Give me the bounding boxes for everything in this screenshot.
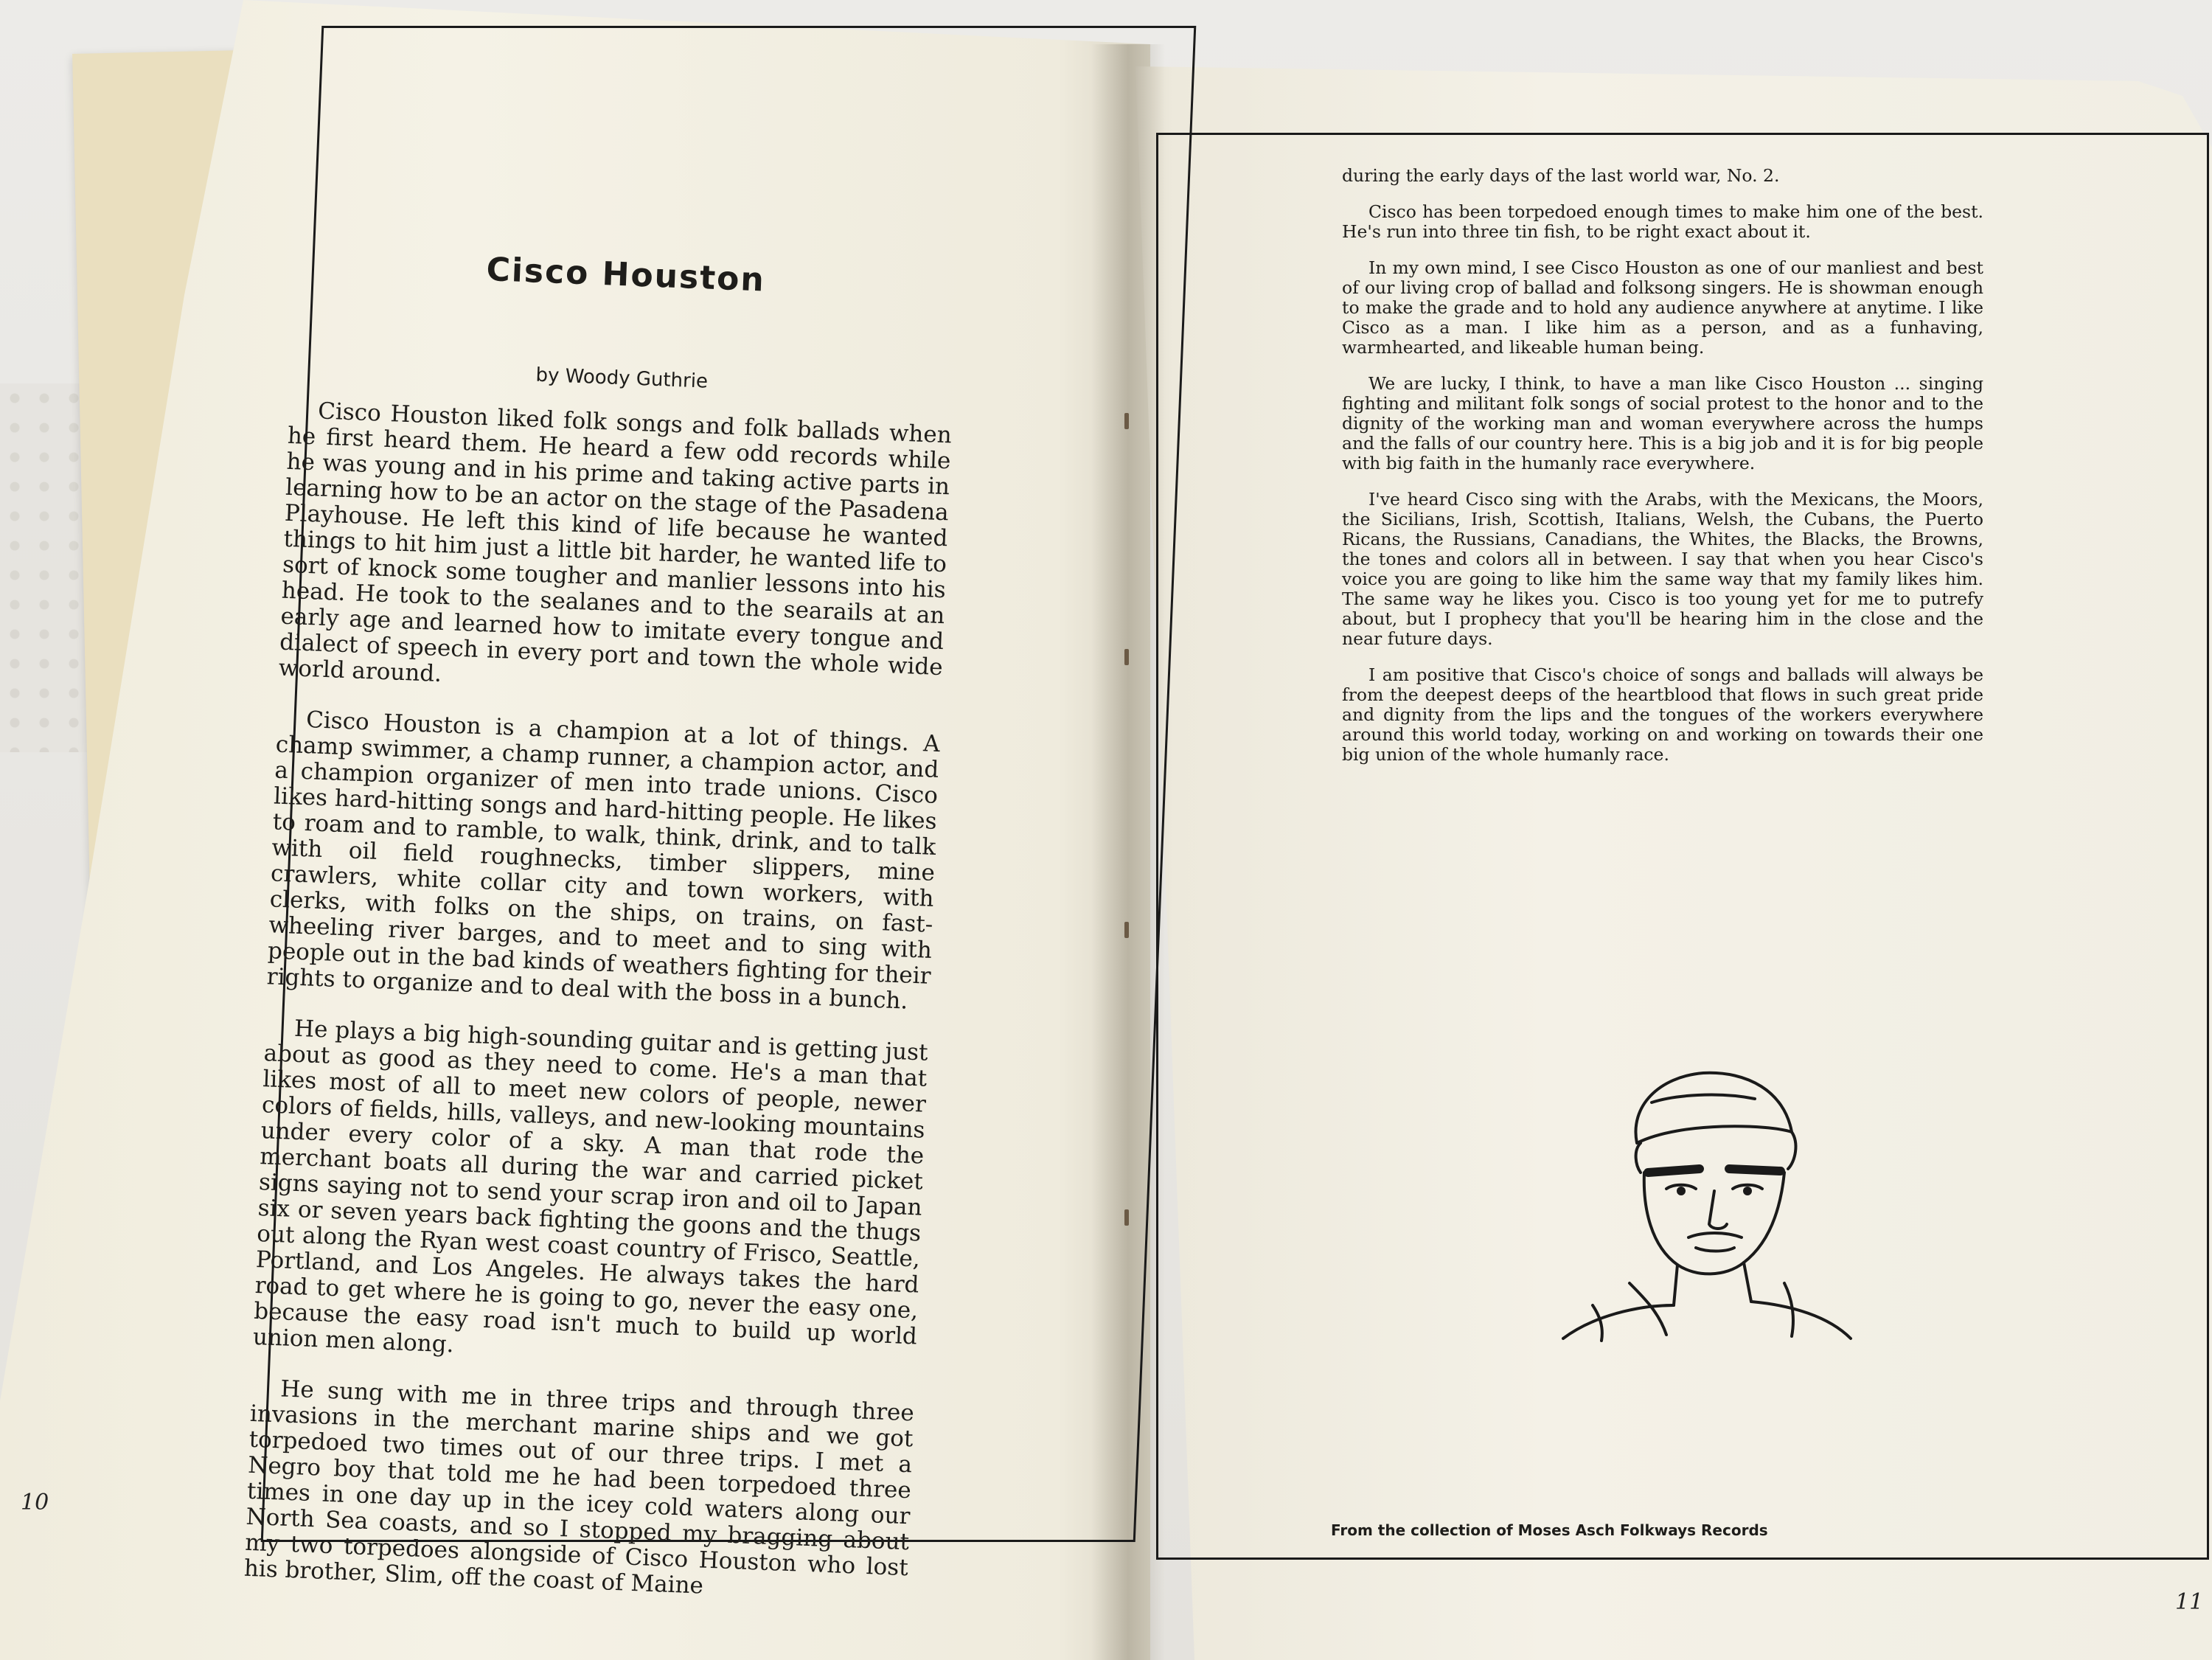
- photo-credit: From the collection of Moses Asch Folkways Records: [1331, 1521, 1768, 1539]
- article-title: Cisco Houston: [485, 251, 766, 299]
- paragraph: I've heard Cisco sing with the Arabs, with the Mexicans, the Moors, the Sicilians, Irish, Scottish, Italians, Welsh, the Cubans, the Puerto Ricans, the Russians, Canadians, the Whites, the Blacks, the Browns, the tones and colors all in between. I say that when you hear Cisco's voice you are going to like him the same way that my family likes him. The same way he likes you. Cisco is too young yet for me to putrefy about, but I prophecy that you'll be hearing him in the close and the near future days.: [1342, 489, 1983, 649]
- paragraph: Cisco Houston liked folk songs and folk ballads when he first heard them. He heard a few odd records while he was young and in his prime and taking active parts in learning how to be an actor on the stage of the Pasadena Playhouse. He left this kind of life because he wanted things to hit him just a little bit harder, he wanted life to sort of knock some tougher and manlier lessons into his head. He took to the sealanes and to the searails at an early age and learned how to imitate every tongue and dialect of speech in every port and town the whole wide world around.: [278, 397, 953, 688]
- byline: by Woody Guthrie: [535, 364, 709, 393]
- paragraph: I am positive that Cisco's choice of songs and ballads will always be from the deepest deeps of the heartblood that flows in such great pride and dignity from the lips and the tongues of the workers everywhere around this world today, working on and working on towards their one big union of the whole humanly race.: [1342, 664, 1983, 765]
- page-number-right: 11: [2175, 1589, 2204, 1615]
- paragraph: He sung with me in three trips and through three invasions in the merchant marine ships and we got torpedoed two times out of our three trips. I met a Negro boy that told me he had been torpedoed three times in one day up in the icey cold waters along our North Sea coasts, and so I stopped my bragging about my two torpedoes alongside of Cisco Houston who lost his brother, Slim, off the coast of Maine: [243, 1375, 915, 1600]
- paragraph: We are lucky, I think, to have a man like Cisco Houston ... singing fighting and militant folk songs of social protest to the honor and to the dignity of the working man and woman everywhere across the humps and the falls of our country here. This is a big job and it is for big people with big faith in the humanly race everywhere.: [1342, 373, 1983, 473]
- paragraph: Cisco Houston is a champion at a lot of things. A champ swimmer, a champ runner, a champion actor, and a champion organizer of men into trade unions. Cisco likes hard-hitting songs and hard-hitting people. He likes to roam and to ramble, to walk, think, drink, and to talk with oil field roughnecks, timber slippers, mine crawlers, white collar city and town workers, with clerks, with folks on the ships, on trains, on fast-wheeling river barges, and to meet and to sing with people out in the bad kinds of weathers fighting for their rights to organize and to deal with the boss in a bunch.: [266, 706, 941, 1015]
- page-number-left: 10: [21, 1490, 49, 1515]
- paragraph: He plays a big high-sounding guitar and is getting just about as good as they need to come. He's a man that likes most of all to meet new colors of people, newer colors of fields, hills, valleys, and new-looking mountains under every color of a sky. A man that rode the merchant boats all during the war and carried picket signs saying not to send your scrap iron and oil to Japan six or seven years back fighting the goons and the thugs out along the Ryan west coast country of Frisco, Seattle, Portland, and Los Angeles. He always takes the hard road to get where he is going to go, never the easy one, because the easy road isn't much to build up world union men along.: [252, 1015, 929, 1358]
- paragraph: Cisco has been torpedoed enough times to make him one of the best. He's run into three tin fish, to be right exact about it.: [1342, 201, 1983, 242]
- paragraph: during the early days of the last world war, No. 2.: [1342, 165, 1780, 186]
- right-page-content: [1342, 166, 1983, 781]
- paragraph: In my own mind, I see Cisco Houston as one of our manliest and best of our living crop of ballad and folksong singers. He is showman enough to make the grade and to hold any audience anywhere at anytime. I like Cisco as a man. I like him as a person, and as a funhaving, warmhearted, and likeable human being.: [1342, 257, 1983, 358]
- left-page-content: [243, 243, 958, 1607]
- portrait-sketch-illustration: [1548, 1062, 1858, 1342]
